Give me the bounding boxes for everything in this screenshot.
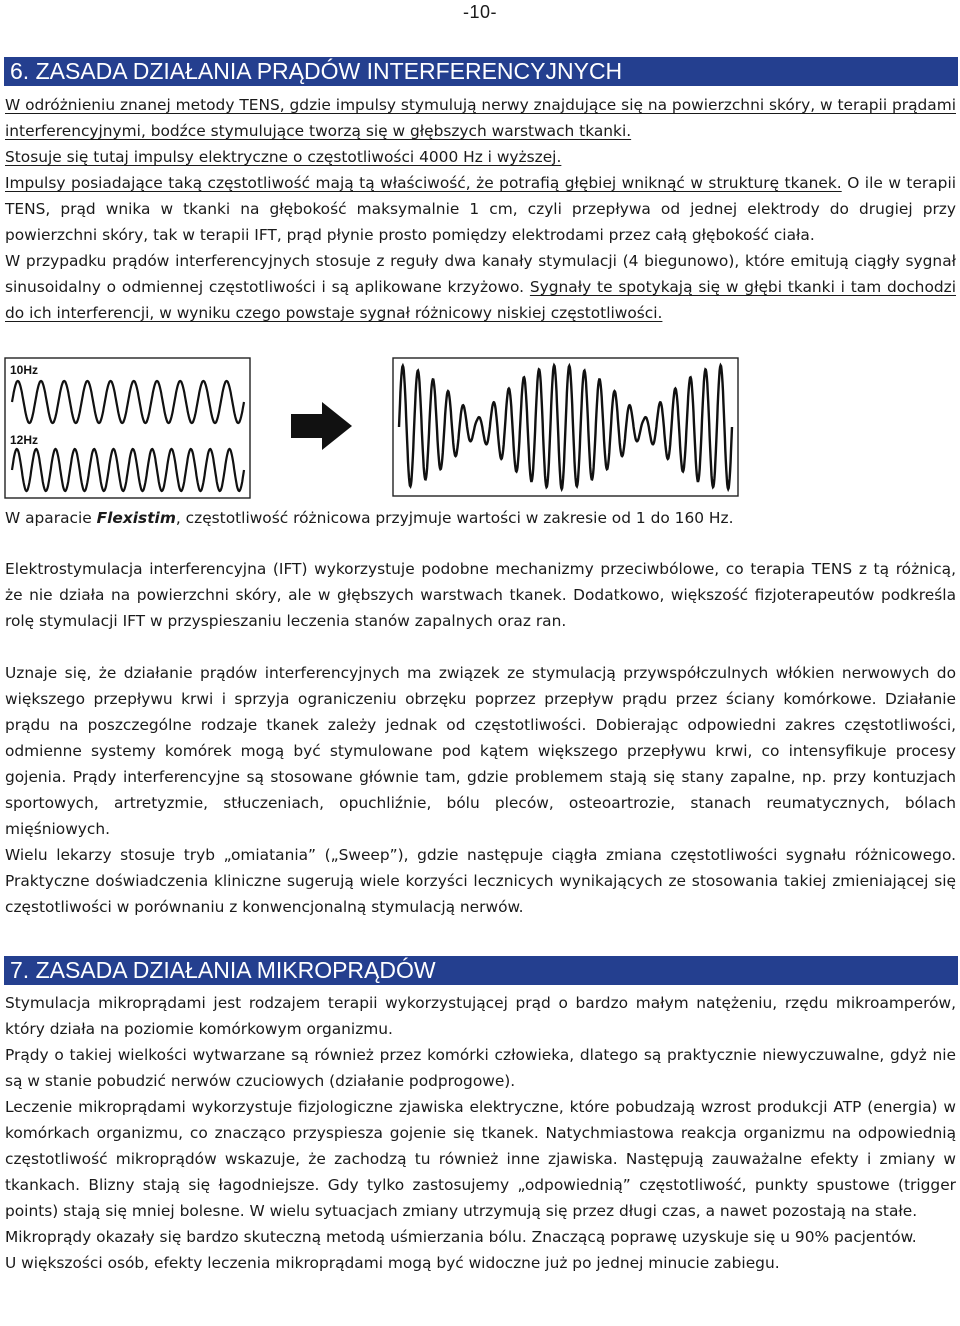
effects-sentence-1: Uznaje się, że działanie prądów interferencyjnych ma związek ze stymulacją przywspółczulnych włókien nerwowych do większego przepływu krwi i sprzyja ograniczeniu obrzęku poprzez przepływ prądu przez ściany komórkowe. [5, 664, 956, 708]
section-6-heading: 6. ZASADA DZIAŁANIA PRĄDÓW INTERFERENCYJNYCH [4, 57, 958, 86]
intro-sentence-3: Impulsy posiadające taką częstotliwość mają tą właściwość, że potrafią głębiej wniknąć w strukturę tkanek. [5, 174, 842, 192]
device-paragraph [5, 505, 956, 531]
microcurrent-paragraph-3: Leczenie mikroprądami wykorzystuje fizjologiczne zjawiska elektryczne, które pobudzają wzrost produkcji ATP (energia) w komórkach organizmu, co znacząco przyspiesza gojenie się tkanek. Natychmiastowa reakcja organizmu na odpowiednią częstotliwość mikroprądów wskazuje, że zachodzą tu również inne zjawiska. Następują zauważalne efekty i zmiany w tkankach. Blizny stają się łagodniejsze. Gdy tylko zastosujemy „odpowiednią” częstotliwość, punkty spustowe (trigger points) stają się mniej bolesne. W wielu sytuacjach zmiany utrzymują się przez długi czas, a nawet pozostają na stałe. [5, 1098, 956, 1220]
section-6-intro [5, 92, 956, 326]
channels-sentence-1: W przypadku prądów interferencyjnych stosuje z reguły dwa kanały stymulacji (4 biegunowo), które emitują ciągły sygnał sinusoidalny o odmiennej częstotliwości i są aplikowane krzyżowo. [5, 252, 956, 296]
effects-paragraph [5, 660, 956, 920]
interference-figure [4, 357, 956, 507]
microcurrent-paragraph-1: Stymulacja mikroprądami jest rodzajem terapii wykorzystującej prąd o bardzo małym natężeniu, rzędu mikroamperów, który działa na poziomie komórkowym organizmu. [5, 994, 956, 1038]
channels-paragraph [5, 248, 956, 326]
interference-diagram [4, 357, 956, 507]
intro-sentence-1: W odróżnieniu znanej metody TENS, gdzie impulsy stymulują nerwy znajdujące się na powierzchni skóry, w terapii prądami interferencyjnymi, bodźce stymulujące tworzą się w głębszych warstwach tkanki. [5, 96, 956, 140]
label-12hz: 12Hz [10, 433, 39, 447]
device-text-pre: W aparacie [5, 509, 97, 527]
effects-sentence-4: Prądy interferencyjne są stosowane głównie tam, gdzie problemem stają się stany zapalne, np. przy kontuzjach sportowych, artretyzmie, stłuczeniach, opuchliźnie, bólu pleców, osteoartrozie, stanach reumatycznych, bólach mięśniowych. [5, 768, 956, 838]
ift-paragraph [5, 556, 956, 634]
section-7-heading: 7. ZASADA DZIAŁANIA MIKROPRĄDÓW [4, 956, 958, 985]
microcurrent-paragraph-2: Prądy o takiej wielkości wytwarzane są również przez komórki człowieka, dlatego są praktycznie niewyczuwalne, gdyż nie są w stanie pobudzić nerwów czuciowych (działanie podprogowe). [5, 1046, 956, 1090]
intro-paragraph [5, 92, 956, 248]
ift-sentence-1: Elektrostymulacja interferencyjna (IFT) wykorzystuje podobne mechanizmy przeciwbólowe, co terapia TENS z tą różnicą, że nie działa na powierzchni skóry, ale w głębszych warstwach tkanek. [5, 560, 956, 604]
channels-sentence-2: Sygnały te spotykają się w głębi tkanki i tam dochodzi do ich interferencji, w wyniku czego powstaje sygnał różnicowy niskiej częstotliwości. [5, 278, 956, 322]
arrow-right-icon [291, 402, 352, 450]
sweep-sentence-1: Wielu lekarzy stosuje tryb „omiatania” („Sweep”), gdzie następuje ciągła zmiana częstotliwości sygnału różnicowego. [5, 846, 956, 864]
intro-sentence-2: Stosuje się tutaj impulsy elektryczne o częstotliwości 4000 Hz i wyższej. [5, 148, 562, 166]
page-number: -10- [462, 2, 497, 22]
device-text-post: , częstotliwość różnicowa przyjmuje wartości w zakresie od 1 do 160 Hz. [175, 509, 734, 527]
microcurrent-paragraph-4: Mikroprądy okazały się bardzo skuteczną metodą uśmierzania bólu. Znaczącą poprawę uzyskuje się u 90% pacjentów. [5, 1228, 917, 1246]
microcurrent-paragraph-5: U większości osób, efekty leczenia mikroprądami mogą być widoczne już po jednej minucie zabiegu. [5, 1254, 780, 1272]
device-name: Flexistim [96, 509, 176, 527]
ift-sentence-2: Dodatkowo, większość fizjoterapeutów podkreśla rolę stymulacji IFT w przyspieszaniu leczenia stanów zapalnych oraz ran. [5, 586, 956, 630]
section-7-body [5, 990, 956, 1276]
label-10hz: 10Hz [10, 363, 39, 377]
effects-sentence-3: Dobierając odpowiedni zakres częstotliwości, odmienne systemy komórek mogą być stymulowane pod kątem większego przepływu krwi, co intensyfikuje procesy gojenia. [5, 716, 956, 786]
sweep-sentence-2: Praktyczne doświadczenia kliniczne sugerują wiele korzyści lecznicych wynikających ze stosowania takiej zmieniającej się częstotliwości w porównaniu z konwencjonalną stymulacją nerwów. [5, 872, 956, 916]
intro-sentence-4: O ile w terapii TENS, prąd wnika w tkanki na głębokość maksymalnie 1 cm, czyli przepływa od jednej elektrody do drugiej przy powierzchni skóry, tak w terapii IFT, prąd płynie prosto pomiędzy elektrodami przez całą głębokość ciała. [5, 174, 956, 244]
effects-sentence-2: Działanie prądu na poszczególne rodzaje tkanek zależy jednak od częstotliwości. [5, 690, 956, 734]
